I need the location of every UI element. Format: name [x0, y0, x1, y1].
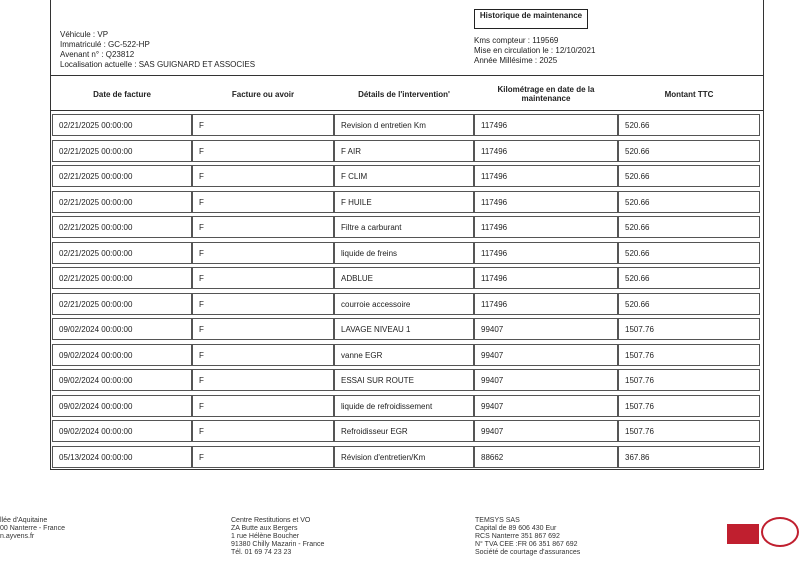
cell-mileage: 117496 — [474, 216, 618, 238]
table-row — [52, 369, 760, 391]
table-row — [52, 114, 760, 136]
cell-invoice-type: F — [192, 344, 334, 366]
footer-right-line: N° TVA CEE :FR 06 351 867 692 — [475, 541, 578, 548]
cell-invoice-type: F — [192, 395, 334, 417]
cell-amount: 520.66 — [618, 293, 760, 315]
cell-amount: 520.66 — [618, 191, 760, 213]
history-title: Historique de maintenance — [474, 9, 588, 29]
table-row — [52, 242, 760, 264]
vehicle-type: Véhicule : VP — [60, 30, 109, 39]
cell-invoice-type: F — [192, 165, 334, 187]
cell-date: 02/21/2025 00:00:00 — [52, 216, 192, 238]
cell-invoice-type: F — [192, 267, 334, 289]
cell-amount: 1507.76 — [618, 395, 760, 417]
cell-date: 09/02/2024 00:00:00 — [52, 369, 192, 391]
cell-amount: 520.66 — [618, 242, 760, 264]
footer-right-line: Société de courtage d'assurances — [475, 549, 581, 556]
cell-invoice-type: F — [192, 420, 334, 442]
cell-mileage: 117496 — [474, 114, 618, 136]
header-bottom-rule — [50, 110, 764, 111]
cell-amount: 1507.76 — [618, 344, 760, 366]
cell-mileage: 99407 — [474, 369, 618, 391]
cell-amount: 1507.76 — [618, 318, 760, 340]
footer-right-line: Capital de 89 606 430 Eur — [475, 525, 557, 532]
cell-invoice-type: F — [192, 446, 334, 468]
cell-date: 09/02/2024 00:00:00 — [52, 395, 192, 417]
cell-details: F HUILE — [334, 191, 474, 213]
vehicle-info — [60, 30, 255, 70]
vehicle-plate: Immatriculé : GC-522-HP — [60, 40, 150, 49]
cell-details: F CLIM — [334, 165, 474, 187]
table-row — [52, 344, 760, 366]
cell-amount: 520.66 — [618, 140, 760, 162]
cell-mileage: 117496 — [474, 293, 618, 315]
cell-amount: 1507.76 — [618, 420, 760, 442]
cell-date: 09/02/2024 00:00:00 — [52, 420, 192, 442]
vehicle-location: Localisation actuelle : SAS GUIGNARD ET ASSOCIES — [60, 60, 256, 69]
cell-details: LAVAGE NIVEAU 1 — [334, 318, 474, 340]
cell-details: Refroidisseur EGR — [334, 420, 474, 442]
footer-center — [231, 517, 324, 557]
cell-mileage: 117496 — [474, 242, 618, 264]
cell-details: courroie accessoire — [334, 293, 474, 315]
header-amount: Montant TTC — [664, 89, 714, 99]
cell-invoice-type: F — [192, 293, 334, 315]
cell-invoice-type: F — [192, 242, 334, 264]
model-year: Année Millésime : 2025 — [474, 56, 558, 65]
cell-details: vanne EGR — [334, 344, 474, 366]
header-mileage: Kilométrage en date de la maintenance — [497, 85, 595, 103]
cell-date: 02/21/2025 00:00:00 — [52, 165, 192, 187]
footer-center-line: Centre Restitutions et VO — [231, 517, 311, 524]
certification-seal — [761, 517, 799, 547]
footer-center-line: 1 rue Hélène Boucher — [231, 533, 300, 540]
table-row — [52, 420, 760, 442]
footer-right-line: TEMSYS SAS — [475, 517, 520, 524]
cell-details: Revision d entretien Km — [334, 114, 474, 136]
table-row — [52, 165, 760, 187]
cell-details: ESSAI SUR ROUTE — [334, 369, 474, 391]
cell-date: 02/21/2025 00:00:00 — [52, 114, 192, 136]
cell-amount: 520.66 — [618, 165, 760, 187]
cell-invoice-type: F — [192, 318, 334, 340]
header-date: Date de facture — [93, 89, 151, 99]
footer-right-line: RCS Nanterre 351 867 692 — [475, 533, 560, 540]
table-row — [52, 446, 760, 468]
cell-mileage: 99407 — [474, 420, 618, 442]
cell-date: 05/13/2024 00:00:00 — [52, 446, 192, 468]
cell-date: 02/21/2025 00:00:00 — [52, 191, 192, 213]
cell-details: Révision d'entretien/Km — [334, 446, 474, 468]
cell-amount: 520.66 — [618, 114, 760, 136]
footer-center-line: Tél. 01 69 74 23 23 — [231, 549, 292, 556]
cell-date: 02/21/2025 00:00:00 — [52, 267, 192, 289]
kms-counter: Kms compteur : 119569 — [474, 36, 559, 45]
header-details: Détails de l'intervention' — [358, 89, 450, 99]
footer-center-line: 91380 Chilly Mazarin - France — [231, 541, 325, 548]
cell-mileage: 117496 — [474, 165, 618, 187]
cell-details: F AIR — [334, 140, 474, 162]
cell-amount: 1507.76 — [618, 369, 760, 391]
cell-amount: 520.66 — [618, 216, 760, 238]
header-top-rule — [50, 75, 764, 76]
cell-mileage: 99407 — [474, 395, 618, 417]
cell-mileage: 117496 — [474, 191, 618, 213]
cell-invoice-type: F — [192, 191, 334, 213]
cell-mileage: 117496 — [474, 140, 618, 162]
counter-info — [474, 36, 595, 66]
cell-amount: 520.66 — [618, 267, 760, 289]
cell-invoice-type: F — [192, 140, 334, 162]
table-row — [52, 267, 760, 289]
cell-details: ADBLUE — [334, 267, 474, 289]
footer-left-line: n.ayvens.fr — [0, 533, 35, 540]
footer-left-line: llée d'Aquitaine — [0, 517, 48, 524]
footer-left-line: 00 Nanterre - France — [0, 525, 65, 532]
cell-date: 02/21/2025 00:00:00 — [52, 293, 192, 315]
cell-date: 02/21/2025 00:00:00 — [52, 140, 192, 162]
circulation-date: Mise en circulation le : 12/10/2021 — [474, 46, 596, 55]
bureau-veritas-logo — [727, 524, 759, 544]
footer-left — [0, 517, 65, 541]
cell-date: 09/02/2024 00:00:00 — [52, 318, 192, 340]
table-row — [52, 216, 760, 238]
cell-details: liquide de freins — [334, 242, 474, 264]
table-row — [52, 395, 760, 417]
footer-right — [475, 517, 580, 557]
footer-center-line: ZA Butte aux Bergers — [231, 525, 298, 532]
table-row — [52, 140, 760, 162]
cell-mileage: 117496 — [474, 267, 618, 289]
cell-invoice-type: F — [192, 369, 334, 391]
cell-mileage: 99407 — [474, 318, 618, 340]
cell-date: 02/21/2025 00:00:00 — [52, 242, 192, 264]
header-invoice-type: Facture ou avoir — [231, 89, 295, 99]
table-row — [52, 318, 760, 340]
cell-invoice-type: F — [192, 216, 334, 238]
vehicle-amendment: Avenant n° : Q23812 — [60, 50, 135, 59]
cell-invoice-type: F — [192, 114, 334, 136]
cell-mileage: 88662 — [474, 446, 618, 468]
cell-details: liquide de refroidissement — [334, 395, 474, 417]
cell-mileage: 99407 — [474, 344, 618, 366]
table-row — [52, 191, 760, 213]
table-row — [52, 293, 760, 315]
cell-amount: 367.86 — [618, 446, 760, 468]
cell-date: 09/02/2024 00:00:00 — [52, 344, 192, 366]
cell-details: Filtre a carburant — [334, 216, 474, 238]
